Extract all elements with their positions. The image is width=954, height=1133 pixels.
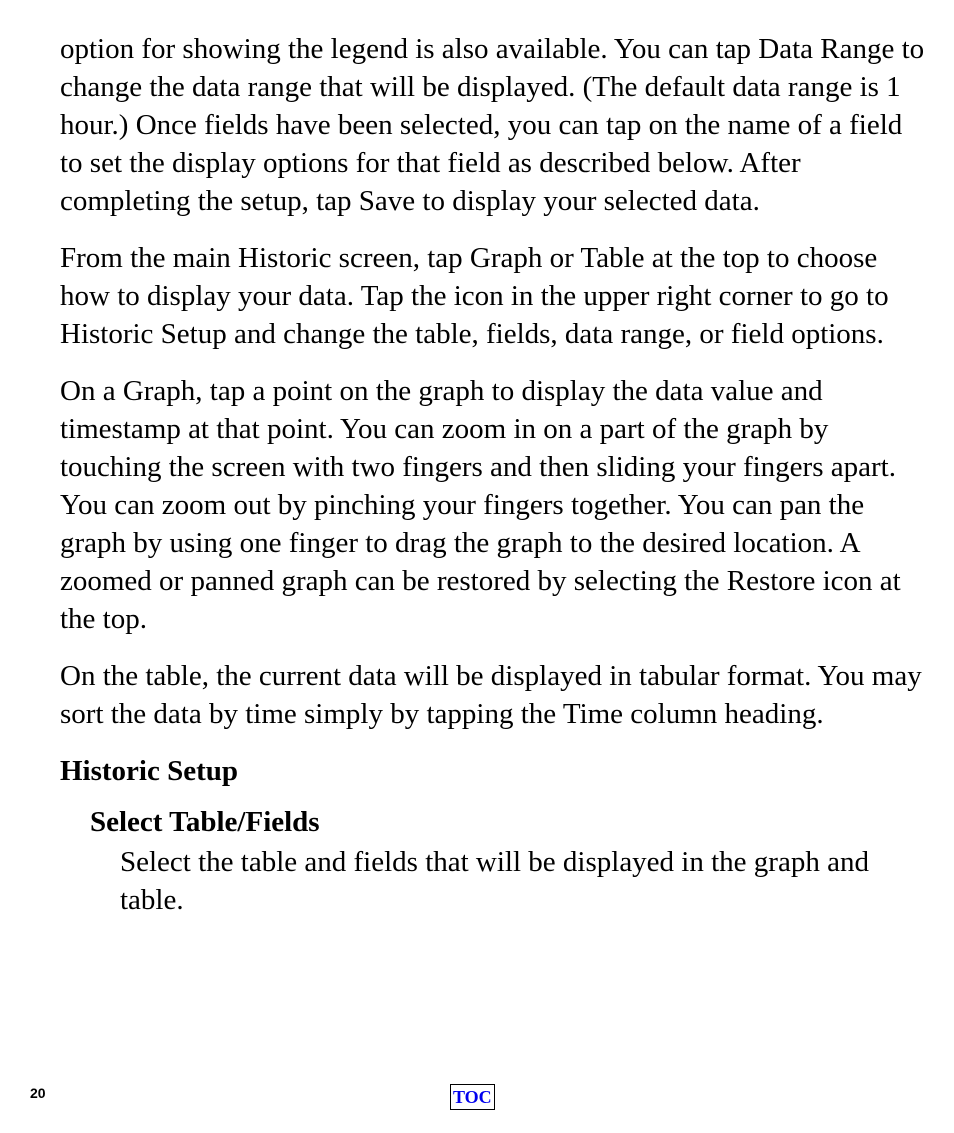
paragraph-graph: On a Graph, tap a point on the graph to display the data value and timestamp at that point. You can zoom in on a part of the graph by touching the screen with two fingers and then sliding your fingers apart. You can zoom out by pinching your fingers together. You can pan the graph by using one finger to drag the graph to the desired location. A zoomed or panned graph can be restored by selecting the Restore icon at the top. bbox=[60, 375, 901, 635]
section-heading-historic-setup: Historic Setup bbox=[60, 755, 239, 787]
subsection-heading-select-table-fields: Select Table/Fields bbox=[90, 806, 320, 838]
paragraph-table: On the table, the current data will be displayed in tabular format. You may sort the data by time simply by tapping the Time column heading. bbox=[60, 660, 922, 730]
subsection-body-text: Select the table and fields that will be displayed in the graph and table. bbox=[120, 846, 869, 916]
paragraph-main-screen: From the main Historic screen, tap Graph or Table at the top to choose how to display your data. Tap the icon in the upper right corner to go to Historic Setup and change the table, fields, data range, or field options. bbox=[60, 242, 889, 350]
page-content bbox=[60, 30, 930, 919]
page-number: 20 bbox=[30, 1085, 46, 1101]
paragraph-legend-and-range: option for showing the legend is also available. You can tap Data Range to change the data range that will be displayed. (The default data range is 1 hour.) Once fields have been selected, you can tap on the name of a field to set the display options for that field as described below. After completing the setup, tap Save to display your selected data. bbox=[60, 33, 925, 217]
toc-link[interactable]: TOC bbox=[450, 1084, 495, 1110]
